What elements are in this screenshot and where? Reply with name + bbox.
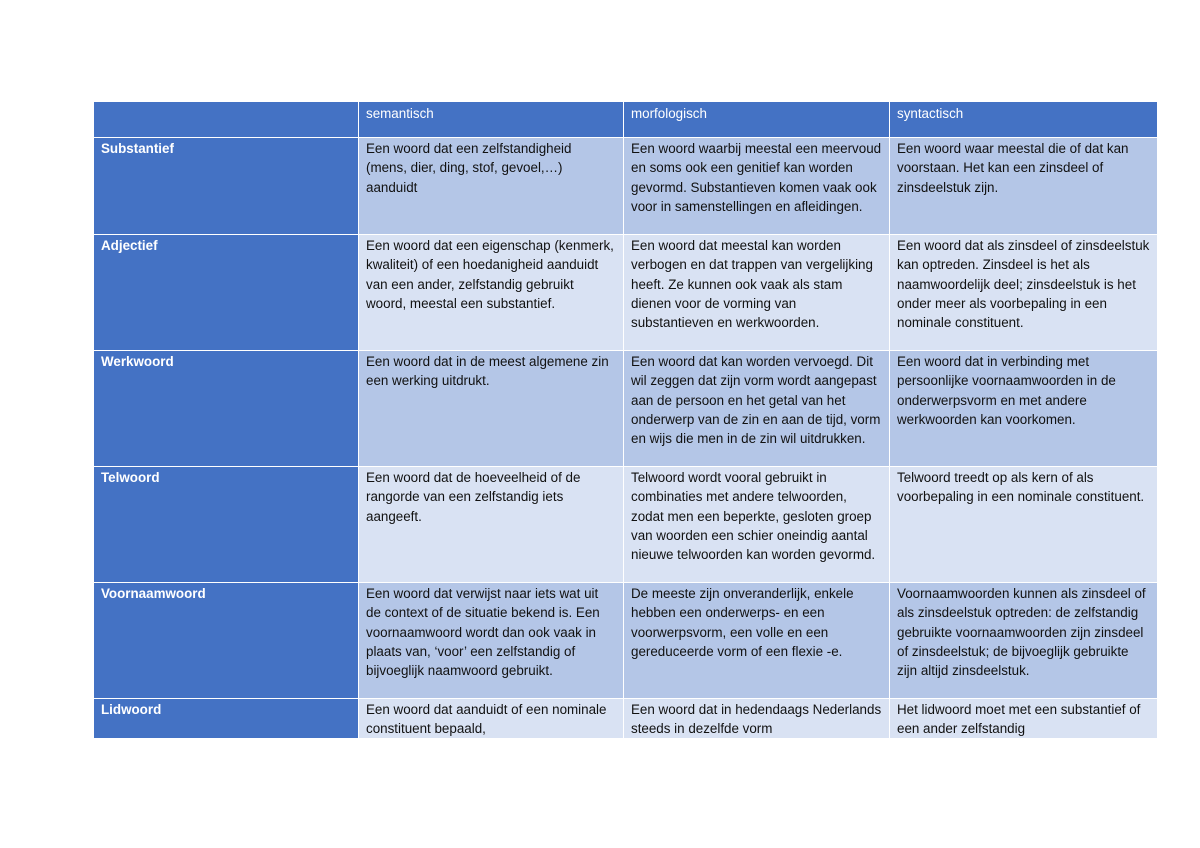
word-class-table [93, 101, 1158, 739]
header-morfologisch: morfologisch [624, 102, 890, 138]
row-label: Voornaamwoord [94, 583, 359, 699]
table-row [94, 583, 1158, 699]
table-header [94, 102, 1158, 138]
header-semantisch: semantisch [359, 102, 624, 138]
table-row [94, 138, 1158, 235]
row-label-text: Lidwoord [101, 702, 162, 717]
morfologisch-cell: Een woord dat meestal kan worden verbogen en dat trappen van vergelijking heeft. Ze kunnen ook vaak als stam dienen voor de vorming van substantieven en werkwoorden. [624, 235, 890, 351]
morfologisch-cell: Een woord waarbij meestal een meervoud en soms ook een genitief kan worden gevormd. Substantieven komen vaak ook voor in samenstellingen en afleidingen. [624, 138, 890, 235]
header-syntactisch: syntactisch [890, 102, 1158, 138]
row-label: Werkwoord [94, 351, 359, 467]
header-row [94, 102, 1158, 138]
semantisch-cell [359, 699, 624, 739]
syntactisch-cell: Telwoord treedt op als kern of als voorbepaling in een nominale constituent. [890, 467, 1158, 583]
semantisch-cell: Een woord dat een eigenschap (kenmerk, kwaliteit) of een hoedanigheid aanduidt van een ander, zelfstandig gebruikt woord, meestal een substantief. [359, 235, 624, 351]
morfologisch-cell [624, 699, 890, 739]
table-row [94, 351, 1158, 467]
table-row [94, 235, 1158, 351]
morfologisch-text: Een woord dat in hedendaags Nederlands steeds in dezelfde vorm [631, 702, 882, 737]
syntactisch-cell [890, 699, 1158, 739]
morfologisch-cell: De meeste zijn onveranderlijk, enkele hebben een onderwerps- en een voorwerpsvorm, een volle en een gereduceerde vorm of een flexie -e. [624, 583, 890, 699]
semantisch-cell: Een woord dat een zelfstandigheid (mens, dier, ding, stof, gevoel,…) aanduidt [359, 138, 624, 235]
syntactisch-cell: Voornaamwoorden kunnen als zinsdeel of als zinsdeelstuk optreden: de zelfstandig gebruikte voornaamwoorden zijn zinsdeel of zinsdeelstuk; de bijvoeglijk gebruikte zijn altijd zinsdeelstuk. [890, 583, 1158, 699]
table-row [94, 467, 1158, 583]
header-cell-empty [94, 102, 359, 138]
semantisch-cell: Een woord dat verwijst naar iets wat uit de context of de situatie bekend is. Een voornaamwoord wordt dan ook vaak in plaats van, ‘voor’ een zelfstandig of bijvoeglijk naamwoord gebruikt. [359, 583, 624, 699]
syntactisch-cell: Een woord waar meestal die of dat kan voorstaan. Het kan een zinsdeel of zinsdeelstuk zijn. [890, 138, 1158, 235]
row-label: Substantief [94, 138, 359, 235]
table-row [94, 699, 1158, 739]
semantisch-cell: Een woord dat de hoeveelheid of de rangorde van een zelfstandig iets aangeeft. [359, 467, 624, 583]
row-label [94, 699, 359, 739]
morfologisch-cell: Telwoord wordt vooral gebruikt in combinaties met andere telwoorden, zodat men een beperkte, gesloten groep van woorden een schier oneindig aantal nieuwe telwoorden kan worden gevormd. [624, 467, 890, 583]
row-label: Adjectief [94, 235, 359, 351]
table-body [94, 138, 1158, 739]
semantisch-cell: Een woord dat in de meest algemene zin een werking uitdrukt. [359, 351, 624, 467]
syntactisch-cell: Een woord dat in verbinding met persoonlijke voornaamwoorden in de onderwerpsvorm en met andere werkwoorden kan voorkomen. [890, 351, 1158, 467]
row-label: Telwoord [94, 467, 359, 583]
syntactisch-text: Het lidwoord moet met een substantief of een ander zelfstandig [897, 702, 1141, 737]
semantisch-text: Een woord dat aanduidt of een nominale constituent bepaald, [366, 702, 607, 737]
morfologisch-cell: Een woord dat kan worden vervoegd. Dit wil zeggen dat zijn vorm wordt aangepast aan de persoon en het getal van het onderwerp van de zin en aan de tijd, vorm en wijs die men in de zin wil uitdrukken. [624, 351, 890, 467]
syntactisch-cell: Een woord dat als zinsdeel of zinsdeelstuk kan optreden. Zinsdeel is het als naamwoordelijk deel; zinsdeelstuk is het onder meer als voorbepaling in een nominale constituent. [890, 235, 1158, 351]
